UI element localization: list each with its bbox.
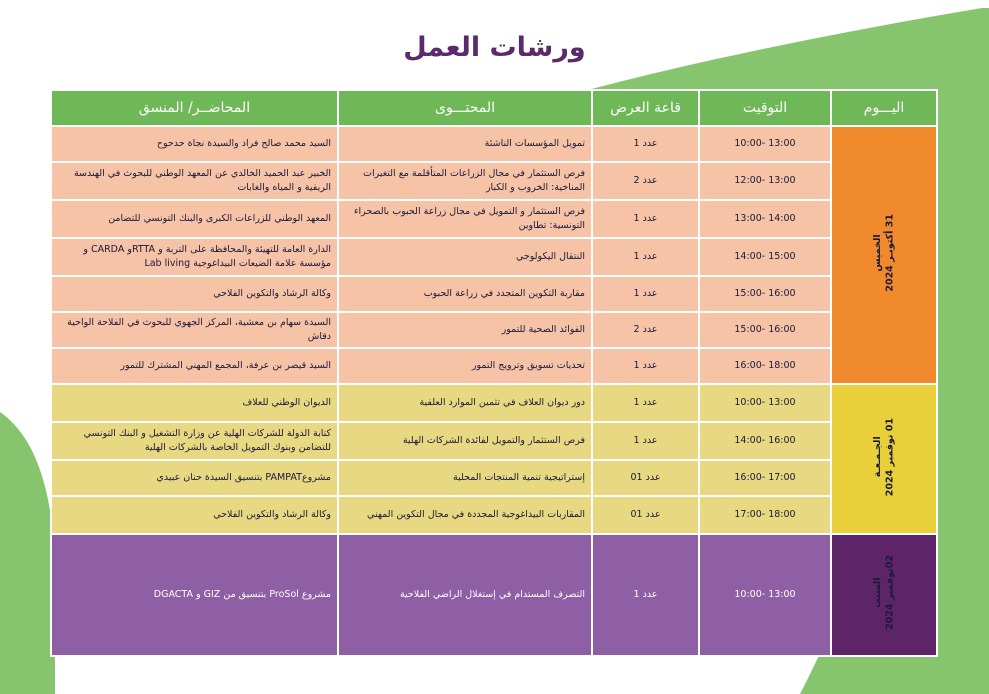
- table-row: [52, 127, 936, 161]
- time-text: 17:00- 18:00: [734, 509, 796, 521]
- time-text: 15:00- 16:00: [734, 288, 796, 300]
- presenter-cell: الدارة العامة للتهيئة والمحافظة على التربة و RTTAو CARDA و مؤسسة علامة الضيعات البيداغوجية Lab living: [52, 239, 337, 275]
- time-cell: [700, 497, 830, 533]
- time-text: 12:00- 13:00: [734, 175, 796, 187]
- table-row: [52, 535, 936, 655]
- table-body: [52, 127, 936, 655]
- table-header-row: [52, 91, 936, 125]
- presenter-cell: الخبير عبد الحميد الخالدي عن المعهد الوطني للبحوث في الهندسة الريفية و المياه والغابات: [52, 163, 337, 199]
- table-row: [52, 277, 936, 311]
- leaf-lower-left: [0, 412, 55, 694]
- hall-cell: عدد 1: [593, 127, 698, 161]
- time-cell: [700, 461, 830, 495]
- content-cell: النتقال اليكولوجي: [339, 239, 591, 275]
- table-row: [52, 385, 936, 421]
- presenter-cell: الديوان الوطني للعلاف: [52, 385, 337, 421]
- hall-cell: عدد 01: [593, 497, 698, 533]
- hall-cell: عدد 2: [593, 313, 698, 347]
- time-cell: [700, 313, 830, 347]
- hall-cell: عدد 2: [593, 163, 698, 199]
- hall-cell: عدد 1: [593, 535, 698, 655]
- time-text: 16:00- 17:00: [734, 472, 796, 484]
- table-row: [52, 461, 936, 495]
- content-cell: فرص الستثمار و التمويل في مجال زراعة الحبوب بالصحراء التونسية: تطاوين: [339, 201, 591, 237]
- table-row: [52, 349, 936, 383]
- header-content: المحتـــوى: [339, 91, 591, 125]
- day-cell: [832, 535, 936, 655]
- content-cell: دور ديوان العلاف في تثمين الموارد العلفية: [339, 385, 591, 421]
- content-cell: مقاربة التكوين المتجدد في زراعة الحبوب: [339, 277, 591, 311]
- hall-cell: عدد 1: [593, 239, 698, 275]
- time-text: 10:00- 13:00: [734, 589, 796, 601]
- header-hall: قاعة العرض: [593, 91, 698, 125]
- day-name: الجـمـعـة: [871, 436, 883, 478]
- time-text: 14:00- 16:00: [734, 435, 796, 447]
- content-cell: المقاربات البيداغوجية المجددة في مجال التكوين المهني: [339, 497, 591, 533]
- hall-cell: عدد 1: [593, 349, 698, 383]
- day-label: [872, 555, 897, 630]
- day-label: [872, 418, 897, 496]
- presenter-cell: وكالة الرشاد والتكوين الفلاحي: [52, 277, 337, 311]
- day-name: السبت: [871, 577, 883, 608]
- day-name: الخميس: [871, 233, 883, 272]
- day-date: 02نوفمبر 2024: [884, 555, 895, 631]
- presenter-cell: مشروعPAMPAT بتنسيق السيدة حنان عبيدي: [52, 461, 337, 495]
- table-row: [52, 201, 936, 237]
- day-cell: [832, 385, 936, 533]
- day-date: 01 نوفمبر 2024: [884, 417, 895, 496]
- time-cell: [700, 277, 830, 311]
- workshops-schedule-table: [50, 89, 938, 657]
- time-text: 10:00- 13:00: [734, 397, 796, 409]
- time-cell: [700, 127, 830, 161]
- content-cell: إستراتيجية تنمية المنتجات المحلية: [339, 461, 591, 495]
- content-cell: التصرف المستدام في إستغلال الراضي الفلاحية: [339, 535, 591, 655]
- time-cell: [700, 385, 830, 421]
- hall-cell: عدد 1: [593, 277, 698, 311]
- presenter-cell: مشروع ProSol بتنسيق من GIZ و DGACTA: [52, 535, 337, 655]
- table-row: [52, 497, 936, 533]
- day-cell: [832, 127, 936, 383]
- presenter-cell: المعهد الوطني للزراعات الكبرى والبنك التونسي للتضامن: [52, 201, 337, 237]
- header-presenter: المحاضــر/ المنسق: [52, 91, 337, 125]
- table-row: [52, 423, 936, 459]
- day-date: 31 أكتوبـر 2024: [884, 213, 895, 292]
- table-row: [52, 313, 936, 347]
- time-cell: [700, 535, 830, 655]
- table-row: [52, 163, 936, 199]
- hall-cell: عدد 1: [593, 423, 698, 459]
- header-day: اليـــوم: [832, 91, 936, 125]
- header-time: التوقيت: [700, 91, 830, 125]
- content-cell: تحديات تسويق وترويج التمور: [339, 349, 591, 383]
- hall-cell: عدد 1: [593, 201, 698, 237]
- time-text: 15:00- 16:00: [734, 324, 796, 336]
- time-cell: [700, 239, 830, 275]
- presenter-cell: كتابة الدولة للشركات الهلية عن وزارة التشغيل و البنك التونسي للتضامن وبنوك التمويل الخاصة بالشركات الهلية: [52, 423, 337, 459]
- table-row: [52, 239, 936, 275]
- page-title: ورشات العمل: [403, 32, 586, 63]
- content-cell: فرص الستثمار والتمويل لفائدة الشركات الهلية: [339, 423, 591, 459]
- time-cell: [700, 163, 830, 199]
- content-cell: فرص الستثمار في مجال الزراعات المتأقلمة مع التغيرات المناخية: الخروب و الكبار: [339, 163, 591, 199]
- time-text: 14:00- 15:00: [734, 251, 796, 263]
- presenter-cell: وكالة الرشاد والتكوين الفلاحي: [52, 497, 337, 533]
- presenter-cell: السيد محمد صالح فراد والسيدة نجاة حدحوح: [52, 127, 337, 161]
- time-cell: [700, 201, 830, 237]
- presenter-cell: السيدة سهام بن معشية، المركز الجهوي للبحوث في الفلاحة الواحية دقاش: [52, 313, 337, 347]
- content-cell: تمويل المؤسسات الناشئة: [339, 127, 591, 161]
- presenter-cell: السيد قيصر بن عرفة، المجمع المهني المشترك للتمور: [52, 349, 337, 383]
- hall-cell: عدد 1: [593, 385, 698, 421]
- time-cell: [700, 423, 830, 459]
- day-label: [872, 214, 897, 292]
- time-cell: [700, 349, 830, 383]
- time-text: 10:00- 13:00: [734, 138, 796, 150]
- hall-cell: عدد 01: [593, 461, 698, 495]
- time-text: 16:00- 18:00: [734, 360, 796, 372]
- content-cell: الفوائد الصحية للتمور: [339, 313, 591, 347]
- time-text: 13:00- 14:00: [734, 213, 796, 225]
